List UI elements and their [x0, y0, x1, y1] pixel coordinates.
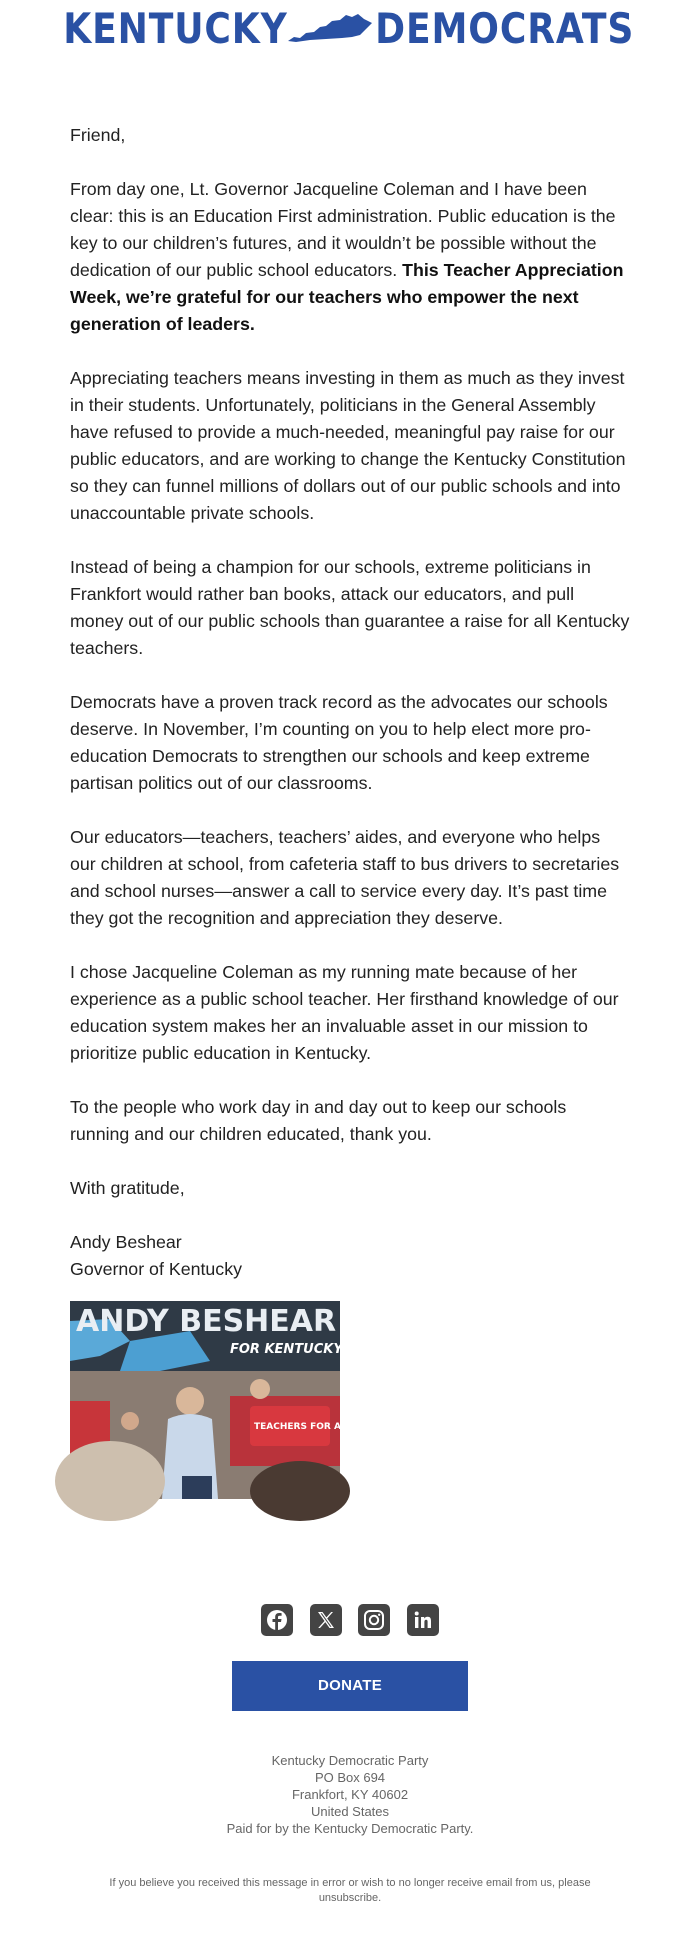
footer-city: Frankfort, KY 40602 [291, 1787, 409, 1802]
x-link[interactable] [310, 1604, 342, 1636]
greeting: Friend, [70, 125, 126, 145]
letter-body [70, 122, 630, 1283]
kentucky-map-icon [286, 11, 374, 47]
instagram-link[interactable] [358, 1604, 390, 1636]
paragraph-1-bold: This Teacher Appreciation Week, we’re grateful for our teachers who empower the next generation of leaders. [70, 260, 624, 334]
rally-photo [70, 1301, 362, 1499]
brand-logo[interactable] [0, 2, 700, 53]
footer-po-box: PO Box 694 [314, 1770, 386, 1785]
paragraph-4: Democrats have a proven track record as the advocates our schools deserve. In November, I’m counting on you to help elect more pro-education Democrats to strengthen our schools and keep extreme partisan politics out of our classrooms. [70, 692, 608, 793]
paragraph-6: I chose Jacqueline Coleman as my running mate because of her experience as a public school teacher. Her firsthand knowledge of our education system makes her an invaluable asset in our mission to prioritize public education in Kentucky. [70, 962, 619, 1063]
footer-paid-for: Paid for by the Kentucky Democratic Party. [226, 1821, 474, 1836]
facebook-icon [265, 1608, 289, 1632]
footer-country: United States [310, 1804, 390, 1819]
footer-org: Kentucky Democratic Party [271, 1753, 429, 1768]
linkedin-link[interactable] [407, 1604, 439, 1636]
social-links [0, 1604, 700, 1636]
paragraph-1 [70, 176, 630, 338]
paragraph-2: Appreciating teachers means investing in them as much as they invest in their students. Unfortunately, politicians in the General Assembly have refused to provide a much-needed, meaningful pay raise for our public educators, and are working to change the Kentucky Constitution so they can funnel millions of dollars out of our public schools and into unaccountable private schools. [70, 368, 626, 523]
paragraph-3: Instead of being a champion for our schools, extreme politicians in Frankfort would rather ban books, attack our educators, and pull money out of our public schools than guarantee a raise for all Kentucky teachers. [70, 557, 630, 658]
sign-text: TEACHERS FOR ANDY [254, 1422, 362, 1432]
header [0, 0, 700, 56]
paragraph-7: To the people who work day in and day out to keep our schools running and our children educated, thank you. [70, 1097, 567, 1144]
paragraph-5: Our educators—teachers, teachers’ aides, and everyone who helps our children at school, from cafeteria staff to bus drivers to secretaries and school nurses—answer a call to service every day. It’s past time they got the recognition and appreciation they deserve. [70, 827, 620, 928]
instagram-icon [362, 1608, 386, 1632]
brand-right-text: DEMOCRATS [374, 3, 635, 53]
paragraph-1-text: From day one, Lt. Governor Jacqueline Coleman and I have been clear: this is an Education First administration. Public education is the key to our children’s futures, and it wouldn’t be possible without the dedication of our public school educators. [70, 179, 616, 280]
footer-address [0, 1752, 700, 1837]
banner-line-1: ANDY BESHEAR [76, 1304, 337, 1339]
signer-title: Governor of Kentucky [70, 1259, 242, 1279]
donate-button[interactable]: DONATE [232, 1661, 468, 1711]
facebook-link[interactable] [261, 1604, 293, 1636]
brand-left-text: KENTUCKY [63, 3, 288, 53]
rally-photo-illustration [70, 1301, 362, 1499]
x-icon [314, 1608, 338, 1632]
signer-name: Andy Beshear [70, 1232, 182, 1252]
linkedin-icon [411, 1608, 435, 1632]
unsubscribe-notice[interactable]: If you believe you received this message in error or wish to no longer receive email from us, please unsubscribe. [109, 1877, 591, 1904]
closing: With gratitude, [70, 1178, 185, 1198]
banner-line-2: FOR KENTUCKY [230, 1342, 343, 1357]
